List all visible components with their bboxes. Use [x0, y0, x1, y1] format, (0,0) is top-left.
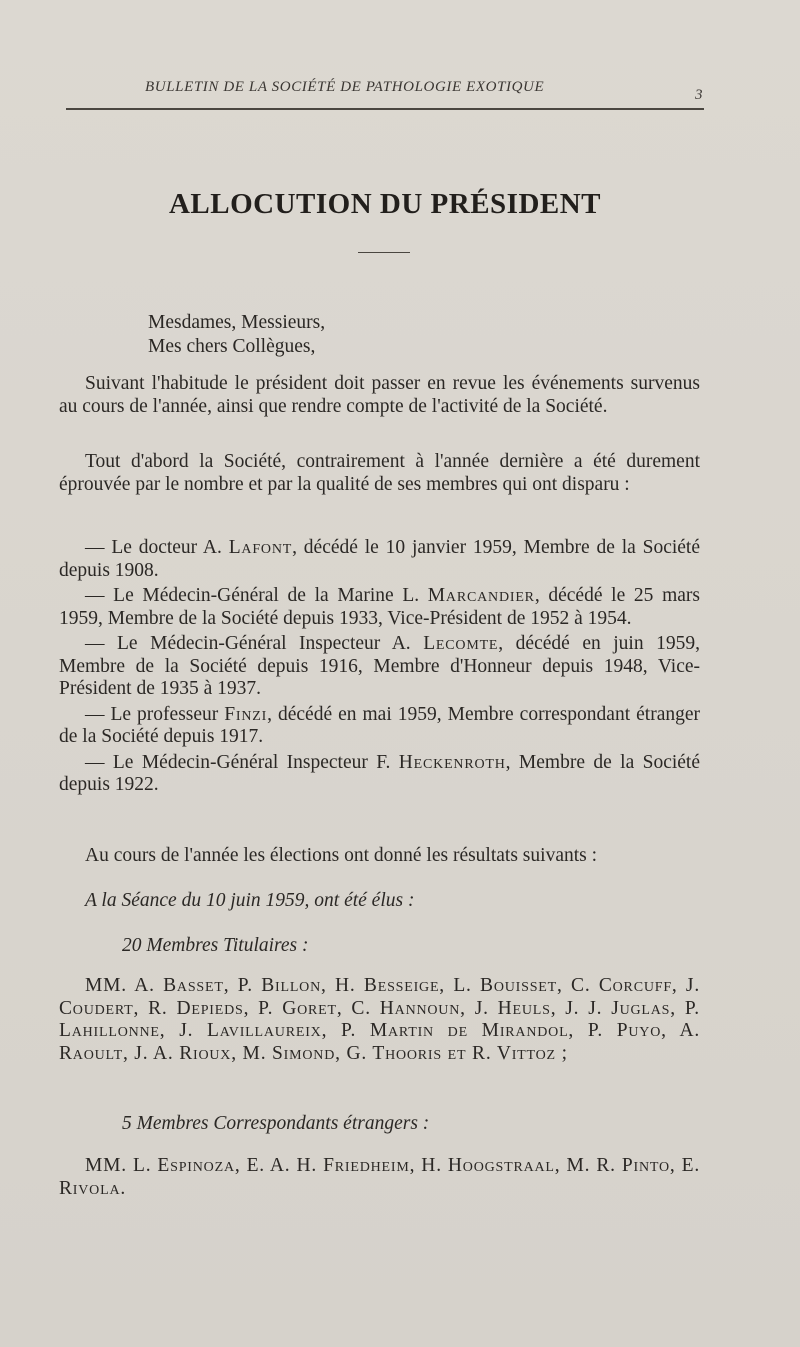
elections-intro-paragraph — [59, 845, 700, 868]
titulaires-list — [59, 975, 700, 1065]
title-rule — [358, 252, 410, 253]
titulaires-heading: 20 Membres Titulaires : — [122, 935, 309, 956]
salutation-line-1: Mesdames, Messieurs, — [148, 312, 326, 333]
intro-paragraph — [59, 373, 700, 418]
tout-abord-text: Tout d'abord la Société, contrairement à l'année dernière a été durement éprouvée par le nombre et par la qualité de ses membres qui ont disparu : — [59, 451, 700, 495]
header-rule — [66, 108, 704, 110]
death-entry: — Le Médecin-Général Inspecteur F. Heckenroth, Membre de la Société depuis 1922. — [59, 751, 701, 795]
elections-intro-text: Au cours de l'année les élections ont donné les résultats suivants : — [85, 845, 598, 866]
page-title: ALLOCUTION DU PRÉSIDENT — [168, 188, 602, 220]
titulaires-names: MM. A. Basset, P. Billon, H. Besseige, L. Bouisset, C. Corcuff, J. Coudert, R. Depieds, P. Goret, C. Hannoun, J. Heuls, J. J. Juglas, P. Lahillonne, J. Lavillaureix, P. Martin de Mirandol, P. Puyo, A. Raoult, J. A. Rioux, M. Simond, G. Thooris et R. Vittoz ; — [59, 975, 700, 1064]
correspondants-list — [59, 1155, 700, 1200]
correspondants-heading: 5 Membres Correspondants étrangers : — [122, 1113, 430, 1134]
death-entry: — Le docteur A. Lafont, décédé le 10 janvier 1959, Membre de la Société depuis 1908. — [59, 537, 700, 581]
death-entry: — Le Médecin-Général Inspecteur A. Lecomte, décédé en juin 1959, Membre de la Société depuis 1916, Membre d'Honneur depuis 1948, Vice-Président de 1935 à 1937. — [59, 633, 700, 699]
death-entry: — Le professeur Finzi, décédé en mai 1959, Membre correspondant étranger de la Société depuis 1917. — [59, 703, 700, 747]
deaths-list — [59, 537, 700, 797]
deceased-name: Heckenroth — [398, 751, 506, 773]
salutation-line-2: Mes chers Collègues, — [148, 336, 316, 357]
death-entry: — Le Médecin-Général de la Marine L. Marcandier, décédé le 25 mars 1959, Membre de la Société depuis 1933, Vice-Président de 1952 à 1954. — [59, 585, 700, 629]
page-number: 3 — [695, 87, 703, 103]
deceased-name: Lecomte — [423, 633, 499, 654]
intro-text: Suivant l'habitude le président doit passer en revue les événements survenus au cours de l'année, ainsi que rendre compte de l'activité de la Société. — [59, 373, 700, 417]
deaths-intro-paragraph — [59, 451, 700, 496]
seance-heading: A la Séance du 10 juin 1959, ont été élus : — [85, 890, 415, 911]
deceased-name: Finzi — [224, 703, 268, 725]
correspondants-names: MM. L. Espinoza, E. A. H. Friedheim, H. Hoogstraal, M. R. Pinto, E. Rivola. — [59, 1155, 700, 1199]
running-header: BULLETIN DE LA SOCIÉTÉ DE PATHOLOGIE EXOTIQUE — [145, 79, 545, 95]
deceased-name: Marcandier — [427, 585, 535, 606]
deceased-name: Lafont — [228, 537, 293, 558]
